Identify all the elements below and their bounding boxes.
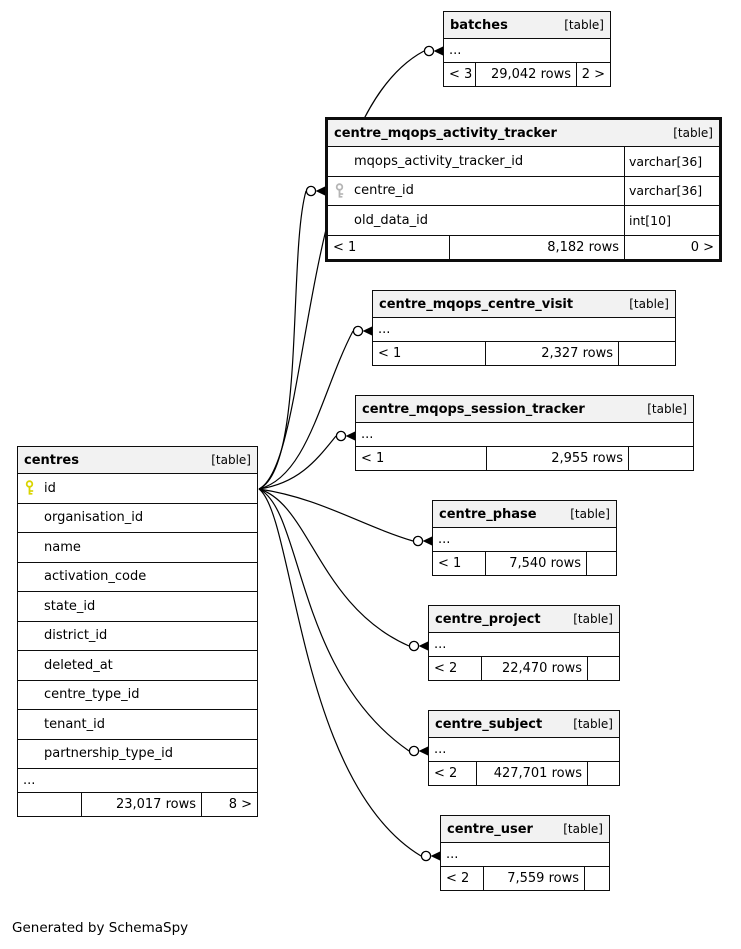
ellipsis-label: ... (438, 532, 451, 547)
table-name: centre_user (447, 821, 533, 837)
column-label: name (44, 539, 81, 555)
column-label: organisation_id (44, 510, 144, 526)
ellipsis-row (373, 318, 675, 342)
edge-arrowhead-icon (316, 186, 326, 196)
table-node-centre_phase[interactable] (432, 500, 617, 576)
table-footer (441, 867, 609, 890)
column-row-partnership_type_id (18, 740, 257, 770)
edge-arrowhead-icon (346, 431, 356, 441)
row-count: 8,182 rows (449, 236, 624, 259)
parents-pager: < 1 (378, 346, 402, 361)
relationship-edge-centre_mqops_activity_tracker (259, 191, 306, 489)
children-pager (586, 552, 616, 575)
table-name: centre_subject (435, 716, 543, 732)
ellipsis-label: ... (434, 742, 447, 757)
table-name: centre_mqops_centre_visit (379, 296, 574, 312)
table-footer (356, 447, 693, 470)
table-footer (373, 342, 675, 365)
edge-arrowhead-icon (419, 641, 429, 651)
edge-circle-connector (353, 326, 362, 335)
table-name: centre_mqops_session_tracker (362, 401, 585, 417)
table-footer (328, 236, 719, 259)
column-row-state_id (18, 592, 257, 622)
ellipsis-row (433, 528, 616, 552)
parents-pager: < 2 (446, 871, 470, 886)
column-row-centre_id (328, 177, 719, 207)
ellipsis-row (429, 738, 619, 762)
children-pager (587, 657, 619, 680)
table-footer (18, 793, 257, 816)
table-type-badge: [table] (647, 402, 687, 416)
column-label: old_data_id (354, 212, 428, 228)
column-row-centre_type_id (18, 681, 257, 711)
table-header (429, 711, 619, 738)
column-type: varchar[36] (624, 147, 719, 176)
parents-pager: < 3 (449, 67, 473, 82)
ellipsis-label: ... (23, 773, 36, 788)
table-node-centre_project[interactable] (428, 605, 620, 681)
relationship-edge-centre_mqops_session_tracker (259, 436, 336, 489)
column-label: tenant_id (44, 716, 106, 732)
column-row-district_id (18, 622, 257, 652)
column-label: id (44, 480, 56, 496)
edge-circle-connector (413, 536, 422, 545)
ellipsis-label: ... (449, 43, 462, 58)
table-name: centre_project (435, 611, 541, 627)
row-count: 7,559 rows (483, 867, 584, 890)
table-header (356, 396, 693, 423)
column-label: centre_id (354, 183, 414, 199)
parents-pager: < 2 (434, 661, 458, 676)
parents-pager: < 2 (434, 766, 458, 781)
table-header (373, 291, 675, 318)
table-header (433, 501, 616, 528)
table-footer (429, 762, 619, 785)
table-footer (433, 552, 616, 575)
column-type: varchar[36] (624, 177, 719, 206)
table-node-centres[interactable] (17, 446, 258, 817)
table-node-centre_mqops_session_tracker[interactable] (355, 395, 694, 471)
table-type-badge: [table] (563, 822, 603, 836)
table-type-badge: [table] (573, 717, 613, 731)
edge-arrowhead-icon (363, 326, 373, 336)
column-type: int[10] (624, 206, 719, 235)
relationship-edge-centre_phase (259, 489, 413, 541)
generated-by-note: Generated by SchemaSpy (12, 920, 189, 936)
edge-arrowhead-icon (419, 746, 429, 756)
relationship-edge-centre_subject (259, 489, 409, 751)
ellipsis-label: ... (434, 637, 447, 652)
edge-circle-connector (424, 46, 433, 55)
ellipsis-row (18, 769, 257, 793)
ellipsis-label: ... (361, 427, 374, 442)
table-node-batches[interactable] (443, 11, 611, 87)
table-header (444, 12, 610, 39)
table-name: centre_mqops_activity_tracker (334, 125, 557, 141)
table-node-centre_user[interactable] (440, 815, 610, 891)
relationship-edge-centre_project (259, 489, 409, 646)
table-name: centre_phase (439, 506, 537, 522)
parents-pager: < 1 (361, 451, 385, 466)
column-label: partnership_type_id (44, 746, 174, 762)
column-label: centre_type_id (44, 687, 140, 703)
table-type-badge: [table] (573, 612, 613, 626)
column-row-organisation_id (18, 504, 257, 534)
table-footer (444, 63, 610, 86)
foreign-key-icon (335, 183, 346, 199)
children-pager: 2 > (576, 63, 610, 86)
row-count: 22,470 rows (481, 657, 587, 680)
column-row-deleted_at (18, 651, 257, 681)
column-label: activation_code (44, 569, 147, 585)
table-type-badge: [table] (673, 126, 713, 140)
edge-circle-connector (336, 431, 345, 440)
edge-circle-connector (421, 851, 430, 860)
table-type-badge: [table] (570, 507, 610, 521)
row-count: 427,701 rows (476, 762, 587, 785)
table-header (18, 447, 257, 474)
table-footer (429, 657, 619, 680)
edge-circle-connector (409, 641, 418, 650)
column-row-name (18, 533, 257, 563)
table-name: centres (24, 452, 79, 468)
column-label: mqops_activity_tracker_id (354, 153, 524, 169)
ellipsis-row (429, 633, 619, 657)
table-type-badge: [table] (564, 18, 604, 32)
edge-arrowhead-icon (434, 46, 444, 56)
table-header (429, 606, 619, 633)
children-pager: 0 > (624, 236, 719, 259)
column-row-old_data_id (328, 206, 719, 236)
column-row-activation_code (18, 563, 257, 593)
children-pager (584, 867, 609, 890)
edge-circle-connector (306, 186, 315, 195)
edge-circle-connector (409, 746, 418, 755)
table-name: batches (450, 17, 508, 33)
parents-pager: < 1 (438, 556, 462, 571)
column-label: state_id (44, 598, 96, 614)
children-pager (587, 762, 619, 785)
primary-key-icon (25, 480, 36, 496)
column-label: deleted_at (44, 657, 113, 673)
row-count: 23,017 rows (81, 793, 201, 816)
children-pager (628, 447, 693, 470)
table-node-centre_subject[interactable] (428, 710, 620, 786)
parents-pager (18, 793, 81, 816)
children-pager (618, 342, 675, 365)
ellipsis-row (444, 39, 610, 63)
table-type-badge: [table] (629, 297, 669, 311)
table-header (328, 120, 719, 147)
row-count: 29,042 rows (475, 63, 576, 86)
table-node-centre_mqops_activity_tracker[interactable] (325, 117, 722, 262)
table-header (441, 816, 609, 843)
relationship-edge-centre_mqops_centre_visit (259, 331, 353, 489)
ellipsis-label: ... (378, 322, 391, 337)
ellipsis-row (356, 423, 693, 447)
table-type-badge: [table] (211, 453, 251, 467)
ellipsis-row (441, 843, 609, 867)
column-label: district_id (44, 628, 108, 644)
edge-arrowhead-icon (431, 851, 441, 861)
table-node-centre_mqops_centre_visit[interactable] (372, 290, 676, 366)
row-count: 2,955 rows (486, 447, 628, 470)
children-pager: 8 > (201, 793, 257, 816)
ellipsis-label: ... (446, 847, 459, 862)
column-row-mqops_activity_tracker_id (328, 147, 719, 177)
column-row-tenant_id (18, 710, 257, 740)
parents-pager: < 1 (333, 239, 357, 255)
row-count: 7,540 rows (485, 552, 586, 575)
edge-arrowhead-icon (423, 536, 433, 546)
column-row-id (18, 474, 257, 504)
row-count: 2,327 rows (485, 342, 618, 365)
